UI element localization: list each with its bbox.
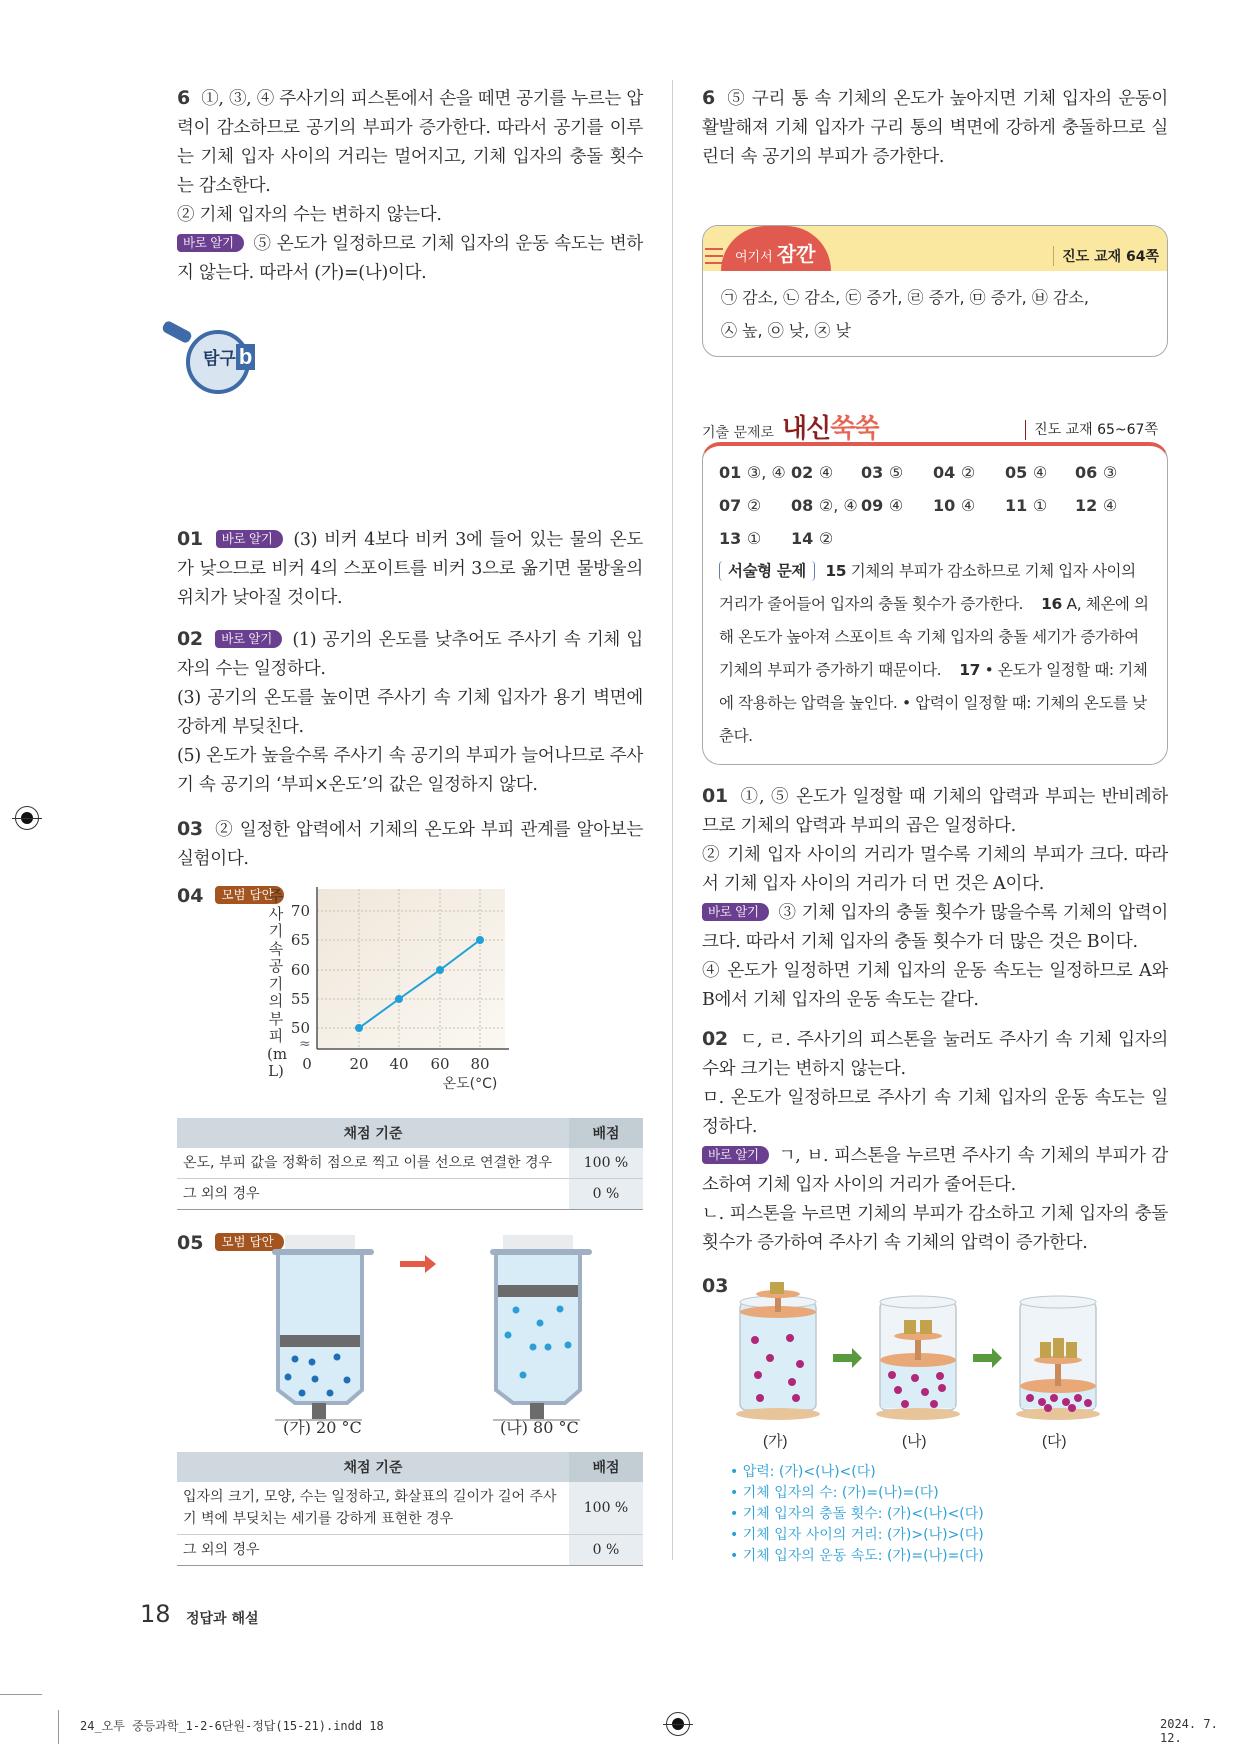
answer-item: 06 ③ xyxy=(1075,463,1118,482)
q03-text: ② 일정한 압력에서 기체의 온도와 부피 관계를 알아보는 실험이다. xyxy=(177,820,643,869)
q6-text: ⑤ 구리 통 속 기체의 온도가 높아지면 기체 입자의 운동이 활발해져 기체 입자가 구리 통의 벽면에 강하게 충돌하므로 실린더 속 공기의 부피가 증가한다. xyxy=(702,89,1169,167)
cylinder-pressure-illustration xyxy=(730,1280,1130,1430)
svg-text:55: 55 xyxy=(290,990,310,1008)
svg-text:60: 60 xyxy=(430,1055,450,1073)
question-number: 6 xyxy=(177,87,190,109)
left-q6 xyxy=(177,84,643,288)
svg-text:70: 70 xyxy=(290,902,310,920)
q02-text-3: (5) 온도가 높을수록 주사기 속 공기의 부피가 늘어나므로 주사기 속 공기의 ‘부피×온도’의 값은 일정하지 않다. xyxy=(177,746,643,795)
naesin-header: 기출 문제로 내신쑥쑥 진도 교재 65~67쪽 xyxy=(702,408,1168,444)
trim-mark xyxy=(58,1710,59,1744)
syringe-ga xyxy=(272,1235,374,1420)
volume-temperature-chart xyxy=(265,885,545,1095)
caption-na: (나) xyxy=(902,1433,927,1450)
correct-answer-badge: 바로 알기 xyxy=(216,530,283,548)
q01-text: (3) 비커 4보다 비커 3에 들어 있는 물의 온도가 낮으므로 비커 4의 스포이트를 비커 3으로 옮기면 물방울의 위치가 낮아질 것이다. xyxy=(177,530,643,608)
left-q05-label xyxy=(177,1232,284,1254)
svg-text:80: 80 xyxy=(470,1055,490,1073)
tamgu-line-1: ㉠ 증가, ㉡ 감소 xyxy=(196,406,307,424)
naesin-title: 내신쑥쑥 xyxy=(782,414,879,444)
cylinder-na xyxy=(876,1296,960,1420)
q6-text: ①, ③, ④ 주사기의 피스톤에서 손을 떼면 공기를 누르는 압력이 감소하므로 공기의 부피가 증가한다. 따라서 공기를 이루는 기체 입자 사이의 거리는 멀어지고, 기체 입자의 충돌 횟수는 감소한다. xyxy=(177,89,643,196)
question-number: 03 xyxy=(177,818,203,840)
caption-ga: (가) 20 °C xyxy=(283,1418,362,1437)
answer-item: 02 ④ xyxy=(791,463,834,482)
comparison-notes: • 압력: (가)<(나)<(다) • 기체 입자의 수: (가)=(나)=(다) • 기체 입자의 충돌 횟수: (가)<(나)<(다) • 기체 입자 사이의 거리: (가)>(나)>(다) • 기체 입자의 운동 속도: (가)=(나)=(다) xyxy=(730,1464,984,1564)
svg-text:40: 40 xyxy=(389,1055,409,1073)
arrow-right-icon xyxy=(973,1348,1002,1368)
page-number: 18 xyxy=(140,1600,171,1628)
registration-mark-icon xyxy=(666,1712,690,1736)
y-axis-label: 주사기 속 공기의 부피(mL) xyxy=(267,887,288,1080)
answer-item: 05 ④ xyxy=(1005,463,1048,482)
svg-text:65: 65 xyxy=(290,931,310,949)
scoring-table-05 xyxy=(177,1452,643,1566)
question-number: 03 xyxy=(702,1275,729,1297)
naesin-box xyxy=(702,442,1168,765)
cylinder-da xyxy=(1016,1296,1100,1420)
jamkkan-answers: ㉠ 감소, ㉡ 감소, ㉢ 증가, ㉣ 증가, ㉤ 증가, ㉥ 감소, ㉦ 높, ㉧ 낮, ㉨ 낮 xyxy=(721,288,1089,340)
arrow-right-icon xyxy=(400,1255,436,1273)
trim-mark xyxy=(0,1694,42,1695)
model-answer-badge: 모범 답안 xyxy=(215,886,283,904)
answer-item: 08 ②, ④ xyxy=(791,496,858,515)
svg-text:60: 60 xyxy=(290,961,310,979)
right-q6 xyxy=(702,84,1168,172)
question-number: 01 xyxy=(177,528,203,550)
table-row: 입자의 크기, 모양, 수는 일정하고, 화살표의 길이가 길어 주사기 벽에 부딪치는 세기를 강하게 표현한 경우 100 % xyxy=(177,1482,643,1535)
left-q01 xyxy=(177,525,643,613)
correct-answer-badge: 바로 알기 xyxy=(215,630,282,648)
tamgu-title: 탐구 b xyxy=(203,344,255,370)
essay-answers: 서술형 문제 15 기체의 부피가 감소하므로 기체 입자 사이의 거리가 줄어들어 입자의 충돌 횟수가 증가한다. 16 A, 체온에 의해 온도가 높아져 스포이트 속 기체 입자의 충돌 세기가 증가하여 기체의 부피가 증가하기 때문이다. 17 • 온도가 일정할 때: 기체에 작용하는 압력을 높인다. • 압력이 일정할 때: 기체의 온도를 낮춘다. xyxy=(719,562,1149,745)
axis-break-icon: ≈ xyxy=(299,1036,311,1052)
question-number: 02 xyxy=(177,628,203,650)
correct-answer-badge: 바로 알기 xyxy=(177,234,244,252)
registration-mark-icon xyxy=(15,806,39,830)
question-number: 04 xyxy=(177,885,204,907)
answer-item: 14 ② xyxy=(791,529,834,548)
svg-text:0: 0 xyxy=(302,1055,312,1073)
slug-filename: 24_오투 중등과학_1-2-6단원-정답(15-21).indd 18 xyxy=(80,1719,384,1733)
left-q02 xyxy=(177,625,643,800)
caption-da: (다) xyxy=(1042,1433,1067,1450)
syringe-na xyxy=(490,1235,592,1420)
x-tick-labels xyxy=(302,1055,489,1073)
answer-item: 12 ④ xyxy=(1075,496,1118,515)
page-reference: 진도 교재 65~67쪽 xyxy=(1025,420,1158,440)
section-label: 정답과 해설 xyxy=(186,1611,259,1627)
tamgu-answers xyxy=(178,388,642,510)
essay-tag: 서술형 문제 xyxy=(719,561,815,581)
model-answer-badge: 모범 답안 xyxy=(215,1233,283,1251)
header-criteria: 채점 기준 xyxy=(177,1452,569,1482)
caption-ga: (가) xyxy=(763,1433,788,1450)
q02-text-2: (3) 공기의 온도를 높이면 주사기 속 기체 입자가 용기 벽면에 강하게 부딪친다. xyxy=(177,688,643,737)
y-tick-labels xyxy=(291,902,310,1037)
answer-item: 04 ② xyxy=(933,463,976,482)
answer-grid xyxy=(719,456,1151,555)
correct-answer-badge: 바로 알기 xyxy=(702,903,769,921)
header-criteria: 채점 기준 xyxy=(177,1118,569,1148)
page-reference: 진도 교재 64쪽 xyxy=(1053,246,1159,266)
question-number: 01 xyxy=(702,785,728,807)
q6-text-2: ② 기체 입자의 수는 변하지 않는다. xyxy=(177,205,442,225)
jamkkan-header xyxy=(703,226,1167,271)
correct-answer-badge: 바로 알기 xyxy=(702,1146,769,1164)
caption-na: (나) 80 °C xyxy=(500,1418,579,1437)
jamkkan-tab: 여기서 잠깐 xyxy=(721,226,831,271)
answer-item: 13 ① xyxy=(719,529,762,548)
svg-text:50: 50 xyxy=(290,1019,310,1037)
x-axis-label: 온도(°C) xyxy=(442,1076,498,1092)
question-number: 6 xyxy=(702,87,715,109)
table-row: 그 외의 경우 0 % xyxy=(177,1179,643,1210)
answer-item: 11 ① xyxy=(1005,496,1048,515)
tamgu-line-3: (5) × 03 ③ 04 해설 참조 05 해설 참조 06 ⑤ xyxy=(196,474,579,492)
page-reference: 진도 교재 62~63쪽 xyxy=(495,365,632,385)
header-points: 배점 xyxy=(569,1452,643,1482)
svg-text:20: 20 xyxy=(349,1055,369,1073)
table-row: 온도, 부피 값을 정확히 점으로 찍고 이를 선으로 연결한 경우 100 % xyxy=(177,1148,643,1179)
right-q02: 02 ㄷ, ㄹ. 주사기의 피스톤을 눌러도 주사기 속 기체 입자의 수와 크기는 변하지 않는다. ㅁ. 온도가 일정하므로 주사기 속 기체 입자의 운동 속도는 일정하다. 바로 알기 ㄱ, ㅂ. 피스톤을 누르면 주사기 속 기체의 부피가 감소하여 기체 입자 사이의 거리가 줄어든다. ㄴ. 피스톤을 누르면 기체의 부피가 감소하고 기체 입자의 충돌 횟수가 증가하여 주사기 속 기체의 압력이 증가한다. xyxy=(702,1028,1169,1253)
tamgu-line-2: 01 (1) ○ (2) ○ (3) × (4) ○ 02 (1) × (2) ○ (3) × (4) ○ xyxy=(196,440,620,458)
answer-item: 07 ② xyxy=(719,496,762,515)
slug-date: 2024. 7. 12. xyxy=(1160,1717,1218,1745)
syringe-illustration xyxy=(270,1235,610,1435)
right-q01: 01 ①, ⑤ 온도가 일정할 때 기체의 압력과 부피는 반비례하므로 기체의 압력과 부피의 곱은 일정하다. ② 기체 입자 사이의 거리가 멀수록 기체의 부피가 크다. 따라서 기체 입자 사이의 거리가 더 먼 것은 A이다. 바로 알기 ③ 기체 입자의 충돌 횟수가 많을수록 기체의 압력이 크다. 따라서 기체 입자의 충돌 횟수가 더 많은 것은 B이다. ④ 온도가 일정하면 기체 입자의 운동 속도는 일정하므로 A와 B에서 기체 입자의 운동 속도는 같다. xyxy=(702,785,1168,1010)
arrow-right-icon xyxy=(833,1348,862,1368)
column-divider xyxy=(672,80,673,1560)
question-number: 02 xyxy=(702,1028,728,1050)
answer-item: 01 ③, ④ xyxy=(719,463,786,482)
jamkkan-box xyxy=(702,225,1168,357)
answer-item: 10 ④ xyxy=(933,496,976,515)
scoring-table-04 xyxy=(177,1118,643,1210)
answer-item: 03 ⑤ xyxy=(861,463,904,482)
answer-item: 09 ④ xyxy=(861,496,904,515)
header-points: 배점 xyxy=(569,1118,643,1148)
cylinder-ga xyxy=(736,1282,820,1420)
q6-badge-text: ⑤ 온도가 일정하므로 기체 입자의 운동 속도는 변하지 않는다. 따라서 (가)=(나)이다. xyxy=(177,234,643,283)
q02-text: (1) 공기의 온도를 낮추어도 주사기 속 기체 입자의 수는 일정하다. xyxy=(177,630,643,679)
table-row: 그 외의 경우 0 % xyxy=(177,1535,643,1566)
question-number: 05 xyxy=(177,1232,204,1254)
left-q03 xyxy=(177,815,643,874)
